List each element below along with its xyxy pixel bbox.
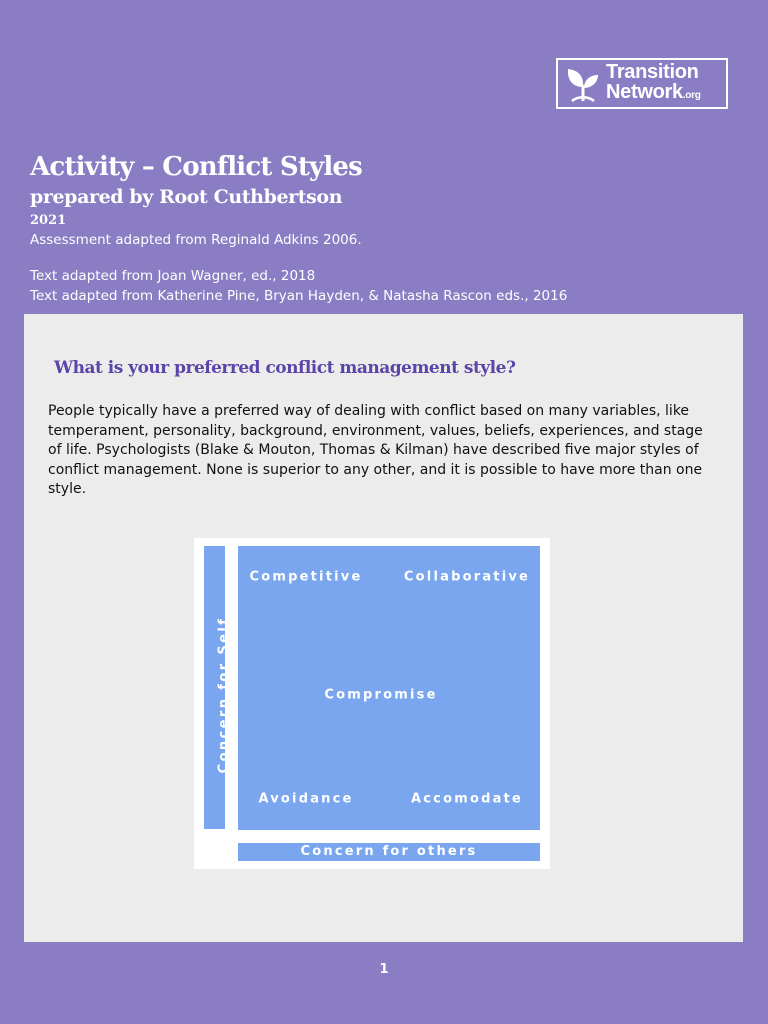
logo-wordmark	[606, 62, 701, 106]
concern-for-others-axis	[238, 843, 540, 861]
logo-network-word: Network	[606, 80, 683, 103]
style-compromise: Compromise	[324, 687, 438, 703]
credit-line: Text adapted from Joan Wagner, ed., 2018	[30, 268, 316, 284]
leaf-sprout-icon	[562, 63, 604, 105]
styles-grid	[238, 546, 540, 830]
logo-line-transition: Transition	[606, 60, 699, 83]
publication-year: 2021	[30, 213, 67, 228]
page-subtitle: prepared by Root Cuthbertson	[30, 186, 343, 208]
style-accomodate: Accomodate	[411, 791, 523, 807]
intro-paragraph: People typically have a preferred way of dealing with conflict based on many variables, like temperament, personality, background, environment, values, beliefs, experiences, and stage of life. Psychologists (Blake & Mouton, Thomas & Kilman) have described five major styles of conflict management. None is superior to any other, and it is possible to have more than one style.	[48, 403, 703, 498]
concern-for-self-axis	[204, 546, 232, 829]
transition-network-logo	[556, 58, 728, 109]
style-avoidance: Avoidance	[258, 791, 354, 807]
style-competitive: Competitive	[249, 569, 363, 585]
concern-for-self-label: Concern for Self	[216, 616, 232, 774]
section-heading: What is your preferred conflict management style?	[54, 358, 516, 378]
credit-line: Assessment adapted from Reginald Adkins 2006.	[30, 232, 362, 248]
page-title: Activity – Conflict Styles	[30, 152, 363, 182]
page-number: 1	[379, 962, 389, 977]
credit-line: Text adapted from Katherine Pine, Bryan Hayden, & Natasha Rascon eds., 2016	[30, 288, 568, 304]
logo-org-suffix: .org	[682, 89, 701, 101]
logo-line-network	[606, 82, 701, 106]
content-panel	[24, 314, 743, 942]
concern-for-others-label: Concern for others	[300, 844, 478, 859]
conflict-styles-diagram	[194, 538, 550, 869]
style-collaborative: Collaborative	[403, 569, 531, 585]
